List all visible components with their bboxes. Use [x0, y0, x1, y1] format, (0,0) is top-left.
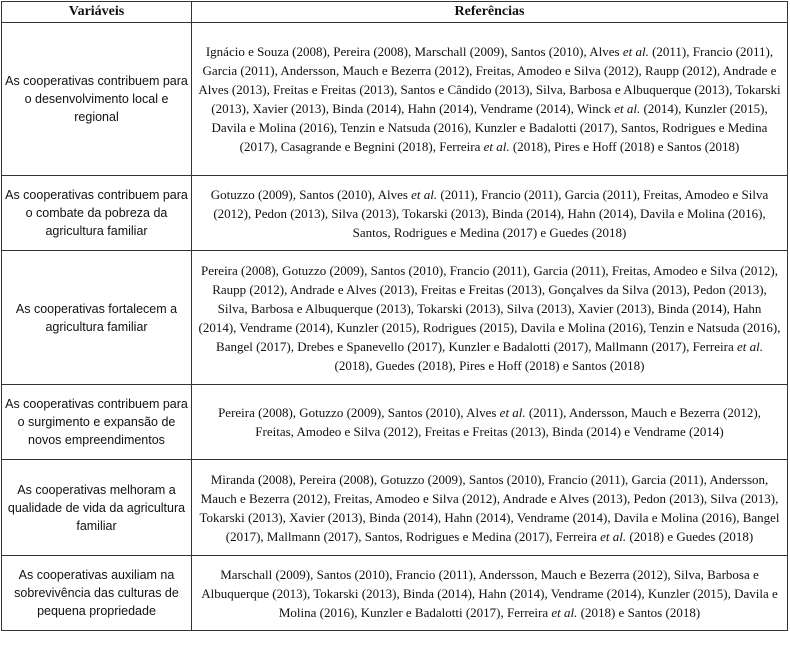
- references-table: [1, 1, 788, 631]
- variable-cell: As cooperativas contribuem para o surgimento e expansão de novos empreendimentos: [2, 385, 192, 460]
- header-row: [2, 2, 788, 23]
- references-cell: Pereira (2008), Gotuzzo (2009), Santos (2010), Francio (2011), Garcia (2011), Freitas, Amodeo e Silva (2012), Raupp (2012), Andrade e Alves (2013), Freitas e Freitas (2013), Gonçalves da Silva (2013), Pedon (2013), Silva, Barbosa e Albuquerque (2013), Tokarski (2013), Silva (2013), Xavier (2013), Binda (2014), Hahn (2014), Vendrame (2014), Kunzler (2015), Rodrigues (2015), Davila e Molina (2016), Tenzin e Natsuda (2016), Bangel (2017), Drebes e Spanevello (2017), Kunzler e Badalotti (2017), Mallmann (2017), Ferreira et al. (2018), Guedes (2018), Pires e Hoff (2018) e Santos (2018): [192, 251, 788, 385]
- references-cell: Gotuzzo (2009), Santos (2010), Alves et al. (2011), Francio (2011), Garcia (2011), Freitas, Amodeo e Silva (2012), Pedon (2013), Silva (2013), Tokarski (2013), Binda (2014), Hahn (2014), Davila e Molina (2016), Santos, Rodrigues e Medina (2017) e Guedes (2018): [192, 176, 788, 251]
- references-cell: Miranda (2008), Pereira (2008), Gotuzzo (2009), Santos (2010), Francio (2011), Garcia (2011), Andersson, Mauch e Bezerra (2012), Freitas, Amodeo e Silva (2012), Andrade e Alves (2013), Pedon (2013), Silva (2013), Tokarski (2013), Xavier (2013), Binda (2014), Hahn (2014), Vendrame (2014), Davila e Molina (2016), Bangel (2017), Mallmann (2017), Santos, Rodrigues e Medina (2017), Ferreira et al. (2018) e Guedes (2018): [192, 460, 788, 556]
- variable-cell: As cooperativas contribuem para o combate da pobreza da agricultura familiar: [2, 176, 192, 251]
- table-row: [2, 251, 788, 385]
- table-row: [2, 176, 788, 251]
- variable-cell: As cooperativas melhoram a qualidade de vida da agricultura familiar: [2, 460, 192, 556]
- references-cell: Pereira (2008), Gotuzzo (2009), Santos (2010), Alves et al. (2011), Andersson, Mauch e Bezerra (2012), Freitas, Amodeo e Silva (2012), Freitas e Freitas (2013), Binda (2014) e Vendrame (2014): [192, 385, 788, 460]
- variable-cell: As cooperativas contribuem para o desenvolvimento local e regional: [2, 23, 192, 176]
- references-cell: Ignácio e Souza (2008), Pereira (2008), Marschall (2009), Santos (2010), Alves et al. (2011), Francio (2011), Garcia (2011), Andersson, Mauch e Bezerra (2012), Freitas, Amodeo e Silva (2012), Raupp (2012), Andrade e Alves (2013), Freitas e Freitas (2013), Santos e Cândido (2013), Silva, Barbosa e Albuquerque (2013), Tokarski (2013), Xavier (2013), Binda (2014), Hahn (2014), Vendrame (2014), Winck et al. (2014), Kunzler (2015), Davila e Molina (2016), Tenzin e Natsuda (2016), Kunzler e Badalotti (2017), Santos, Rodrigues e Medina (2017), Casagrande e Begnini (2018), Ferreira et al. (2018), Pires e Hoff (2018) e Santos (2018): [192, 23, 788, 176]
- variable-cell: As cooperativas auxiliam na sobrevivência das culturas de pequena propriedade: [2, 556, 192, 631]
- variable-cell: As cooperativas fortalecem a agricultura familiar: [2, 251, 192, 385]
- header-references: Referências: [192, 2, 788, 23]
- table-row: [2, 23, 788, 176]
- references-cell: Marschall (2009), Santos (2010), Francio (2011), Andersson, Mauch e Bezerra (2012), Silva, Barbosa e Albuquerque (2013), Tokarski (2013), Binda (2014), Hahn (2014), Vendrame (2014), Kunzler (2015), Davila e Molina (2016), Kunzler e Badalotti (2017), Ferreira et al. (2018) e Santos (2018): [192, 556, 788, 631]
- table-row: [2, 460, 788, 556]
- header-variables: Variáveis: [2, 2, 192, 23]
- table-row: [2, 385, 788, 460]
- table-row: [2, 556, 788, 631]
